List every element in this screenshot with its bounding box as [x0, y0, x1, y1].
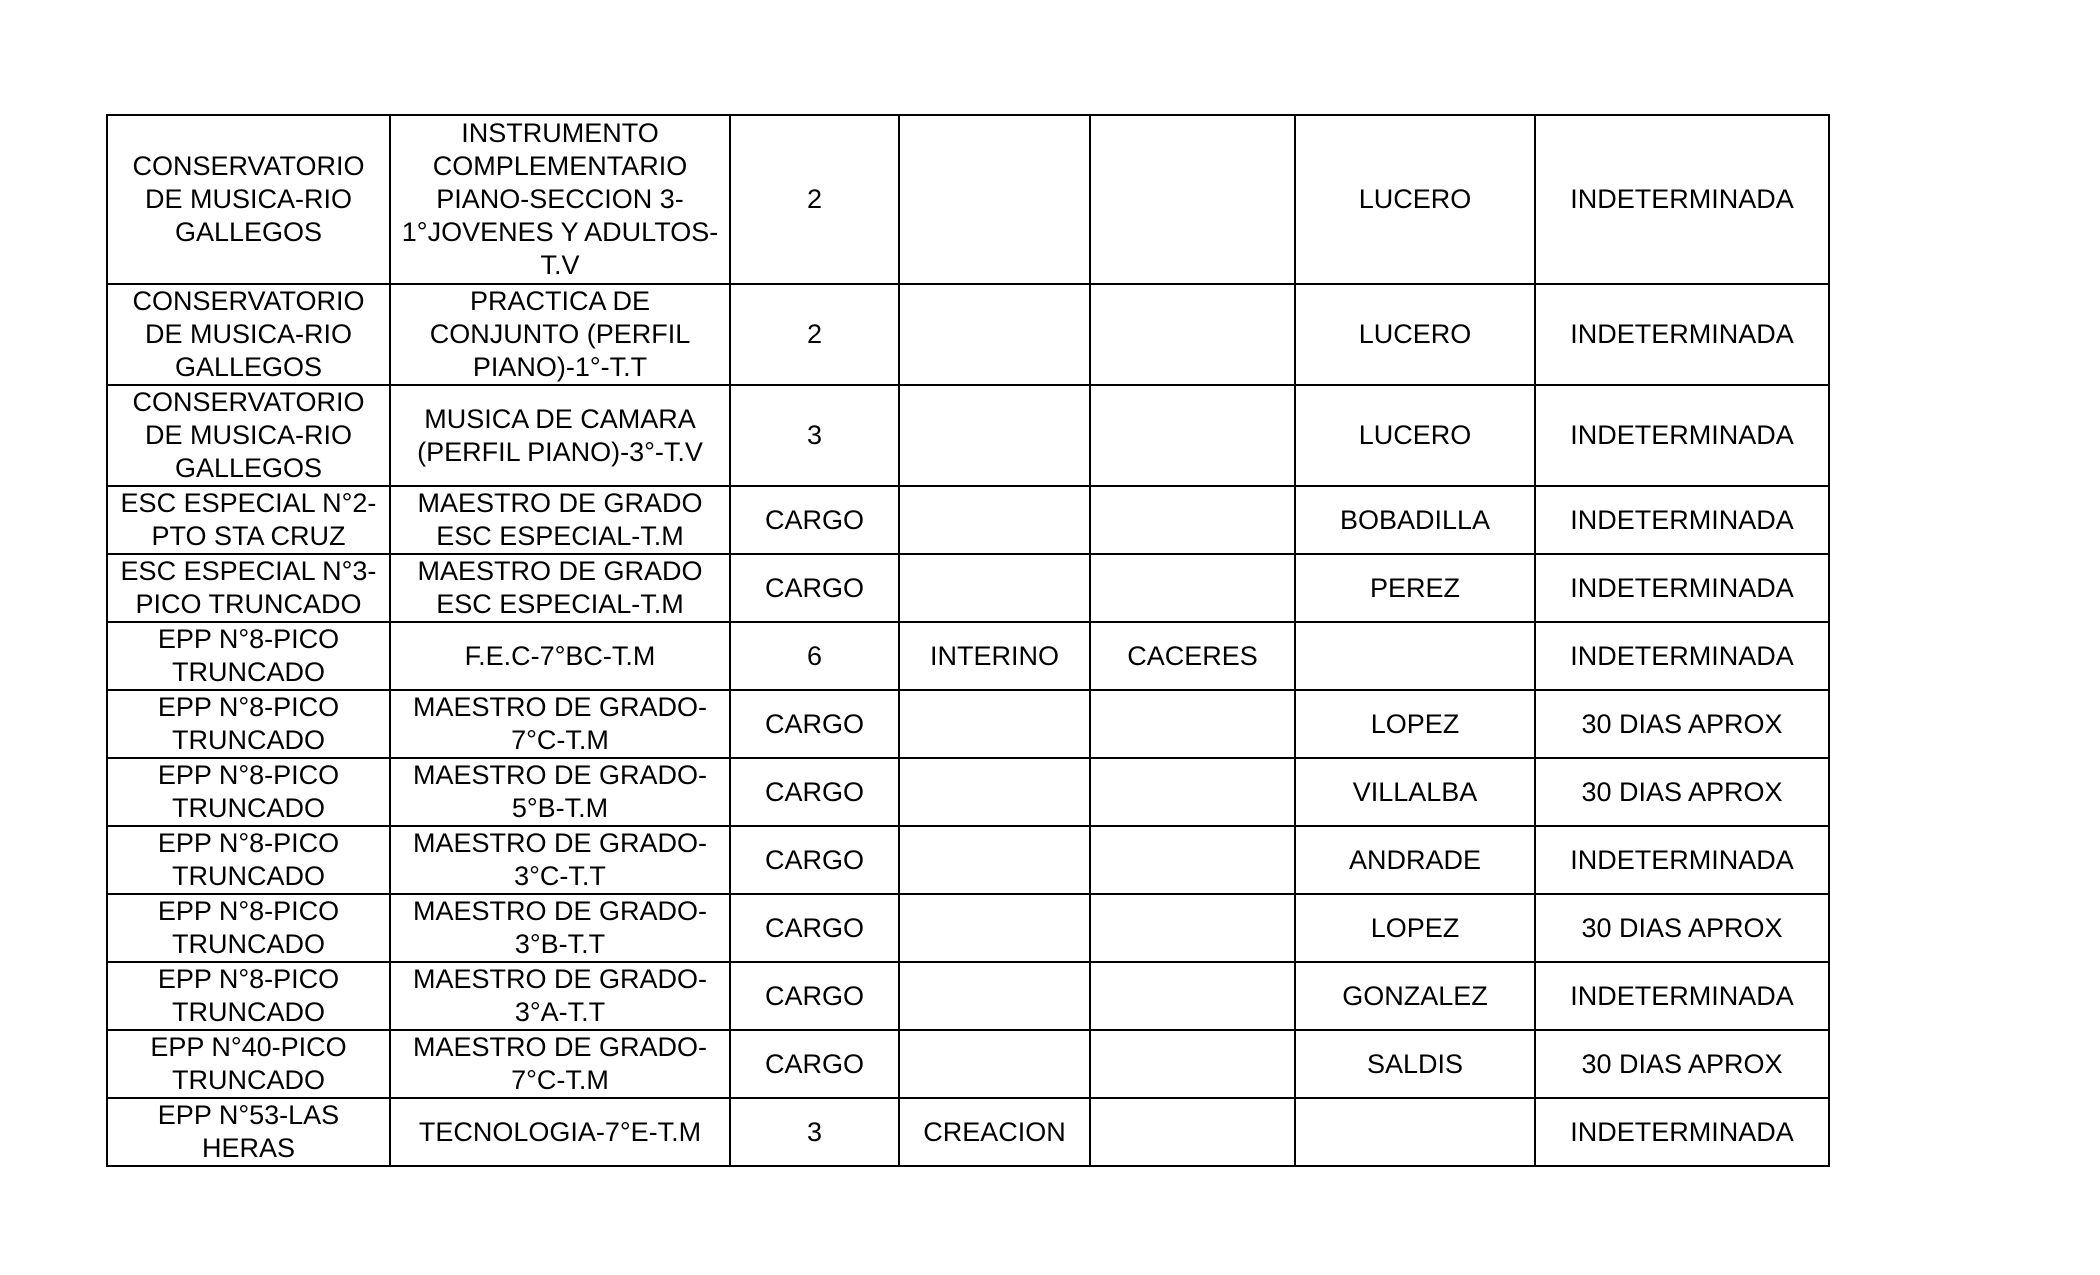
holder-cell: [1090, 385, 1295, 486]
replaced-cell: [1295, 622, 1535, 690]
hours-cell: 2: [730, 115, 899, 284]
subject-cell: MAESTRO DE GRADO- 3°B-T.T: [390, 894, 730, 962]
school-cell: EPP N°40-PICO TRUNCADO: [107, 1030, 390, 1098]
holder-cell: [1090, 758, 1295, 826]
duration-cell: 30 DIAS APROX: [1535, 690, 1829, 758]
table-row: [107, 115, 1829, 284]
hours-cell: CARGO: [730, 826, 899, 894]
holder-cell: [1090, 894, 1295, 962]
holder-cell: [1090, 826, 1295, 894]
subject-cell: INSTRUMENTO COMPLEMENTARIO PIANO-SECCION 3- 1°JOVENES Y ADULTOS- T.V: [390, 115, 730, 284]
status-cell: [899, 486, 1090, 554]
hours-cell: 2: [730, 284, 899, 385]
status-cell: [899, 115, 1090, 284]
table-row: [107, 1098, 1829, 1166]
subject-cell: MAESTRO DE GRADO- 7°C-T.M: [390, 1030, 730, 1098]
holder-cell: [1090, 284, 1295, 385]
hours-cell: CARGO: [730, 758, 899, 826]
table-row: [107, 385, 1829, 486]
duration-cell: INDETERMINADA: [1535, 385, 1829, 486]
status-cell: [899, 826, 1090, 894]
replaced-cell: LUCERO: [1295, 115, 1535, 284]
replaced-cell: VILLALBA: [1295, 758, 1535, 826]
status-cell: [899, 385, 1090, 486]
duration-cell: INDETERMINADA: [1535, 962, 1829, 1030]
status-cell: [899, 962, 1090, 1030]
hours-cell: CARGO: [730, 690, 899, 758]
replaced-cell: ANDRADE: [1295, 826, 1535, 894]
table-row: [107, 1030, 1829, 1098]
holder-cell: [1090, 690, 1295, 758]
status-cell: [899, 1030, 1090, 1098]
replaced-cell: GONZALEZ: [1295, 962, 1535, 1030]
holder-cell: [1090, 1030, 1295, 1098]
hours-cell: 3: [730, 1098, 899, 1166]
hours-cell: CARGO: [730, 486, 899, 554]
duration-cell: 30 DIAS APROX: [1535, 894, 1829, 962]
subject-cell: PRACTICA DE CONJUNTO (PERFIL PIANO)-1°-T.T: [390, 284, 730, 385]
status-cell: [899, 690, 1090, 758]
status-cell: INTERINO: [899, 622, 1090, 690]
replaced-cell: PEREZ: [1295, 554, 1535, 622]
table-row: [107, 826, 1829, 894]
table-row: [107, 622, 1829, 690]
holder-cell: [1090, 962, 1295, 1030]
vacancies-table: [106, 114, 1830, 1167]
holder-cell: [1090, 1098, 1295, 1166]
subject-cell: MAESTRO DE GRADO- 5°B-T.M: [390, 758, 730, 826]
subject-cell: TECNOLOGIA-7°E-T.M: [390, 1098, 730, 1166]
table-row: [107, 962, 1829, 1030]
status-cell: [899, 554, 1090, 622]
replaced-cell: [1295, 1098, 1535, 1166]
school-cell: EPP N°8-PICO TRUNCADO: [107, 758, 390, 826]
status-cell: [899, 894, 1090, 962]
subject-cell: MAESTRO DE GRADO- 7°C-T.M: [390, 690, 730, 758]
school-cell: EPP N°8-PICO TRUNCADO: [107, 826, 390, 894]
hours-cell: 3: [730, 385, 899, 486]
subject-cell: MAESTRO DE GRADO- 3°A-T.T: [390, 962, 730, 1030]
status-cell: [899, 284, 1090, 385]
holder-cell: CACERES: [1090, 622, 1295, 690]
replaced-cell: BOBADILLA: [1295, 486, 1535, 554]
duration-cell: 30 DIAS APROX: [1535, 1030, 1829, 1098]
status-cell: [899, 758, 1090, 826]
status-cell: CREACION: [899, 1098, 1090, 1166]
subject-cell: MAESTRO DE GRADO ESC ESPECIAL-T.M: [390, 486, 730, 554]
hours-cell: CARGO: [730, 894, 899, 962]
duration-cell: INDETERMINADA: [1535, 622, 1829, 690]
school-cell: CONSERVATORIO DE MUSICA-RIO GALLEGOS: [107, 385, 390, 486]
table-row: [107, 554, 1829, 622]
hours-cell: 6: [730, 622, 899, 690]
school-cell: CONSERVATORIO DE MUSICA-RIO GALLEGOS: [107, 284, 390, 385]
school-cell: EPP N°8-PICO TRUNCADO: [107, 962, 390, 1030]
table-row: [107, 894, 1829, 962]
subject-cell: MUSICA DE CAMARA (PERFIL PIANO)-3°-T.V: [390, 385, 730, 486]
replaced-cell: SALDIS: [1295, 1030, 1535, 1098]
duration-cell: INDETERMINADA: [1535, 826, 1829, 894]
holder-cell: [1090, 554, 1295, 622]
table-row: [107, 486, 1829, 554]
replaced-cell: LUCERO: [1295, 385, 1535, 486]
duration-cell: INDETERMINADA: [1535, 486, 1829, 554]
school-cell: ESC ESPECIAL N°2- PTO STA CRUZ: [107, 486, 390, 554]
replaced-cell: LUCERO: [1295, 284, 1535, 385]
table-row: [107, 284, 1829, 385]
holder-cell: [1090, 115, 1295, 284]
hours-cell: CARGO: [730, 1030, 899, 1098]
replaced-cell: LOPEZ: [1295, 690, 1535, 758]
duration-cell: INDETERMINADA: [1535, 1098, 1829, 1166]
duration-cell: INDETERMINADA: [1535, 115, 1829, 284]
table-row: [107, 758, 1829, 826]
school-cell: EPP N°8-PICO TRUNCADO: [107, 622, 390, 690]
holder-cell: [1090, 486, 1295, 554]
subject-cell: F.E.C-7°BC-T.M: [390, 622, 730, 690]
hours-cell: CARGO: [730, 962, 899, 1030]
school-cell: CONSERVATORIO DE MUSICA-RIO GALLEGOS: [107, 115, 390, 284]
replaced-cell: LOPEZ: [1295, 894, 1535, 962]
school-cell: EPP N°53-LAS HERAS: [107, 1098, 390, 1166]
school-cell: EPP N°8-PICO TRUNCADO: [107, 894, 390, 962]
subject-cell: MAESTRO DE GRADO- 3°C-T.T: [390, 826, 730, 894]
duration-cell: 30 DIAS APROX: [1535, 758, 1829, 826]
hours-cell: CARGO: [730, 554, 899, 622]
duration-cell: INDETERMINADA: [1535, 554, 1829, 622]
subject-cell: MAESTRO DE GRADO ESC ESPECIAL-T.M: [390, 554, 730, 622]
school-cell: ESC ESPECIAL N°3- PICO TRUNCADO: [107, 554, 390, 622]
school-cell: EPP N°8-PICO TRUNCADO: [107, 690, 390, 758]
duration-cell: INDETERMINADA: [1535, 284, 1829, 385]
table-row: [107, 690, 1829, 758]
